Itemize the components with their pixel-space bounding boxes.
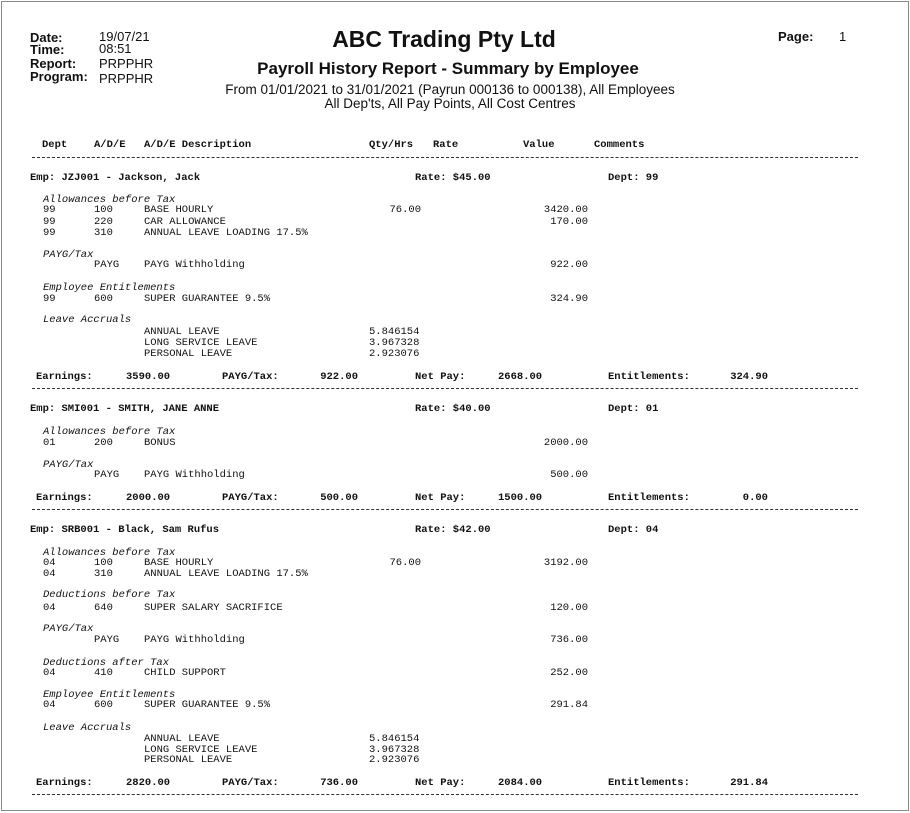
row-description: LONG SERVICE LEAVE	[144, 337, 258, 349]
row-description: PAYG Withholding	[144, 469, 245, 481]
row-dept: 99	[43, 227, 56, 239]
program-label: Program:	[30, 69, 88, 84]
header-divider	[32, 157, 858, 158]
row-value: 2000.00	[543, 437, 588, 449]
row-code: PAYG	[94, 469, 120, 481]
total-payg-label: PAYG/Tax:	[222, 492, 279, 504]
row-value: 3420.00	[543, 204, 588, 216]
employee-heading: Emp: SRB001 - Black, Sam Rufus	[30, 524, 220, 536]
row-qty: 5.846154	[369, 733, 420, 745]
row-description: SUPER GUARANTEE 9.5%	[144, 699, 271, 711]
total-entitlements-label: Entitlements:	[608, 492, 690, 504]
col-qty-hrs: Qty/Hrs	[369, 139, 414, 151]
row-value: 120.00	[550, 602, 588, 614]
total-payg-value: 736.00	[320, 777, 358, 789]
row-value: 324.90	[550, 293, 588, 305]
row-dept: 04	[43, 568, 56, 580]
row-description: SUPER GUARANTEE 9.5%	[144, 293, 271, 305]
section-title: Leave Accruals	[43, 314, 132, 326]
col-value: Value	[523, 139, 555, 151]
row-qty: 76.00	[389, 204, 421, 216]
employee-divider	[32, 794, 858, 795]
row-description: ANNUAL LEAVE LOADING 17.5%	[144, 227, 308, 239]
total-netpay-label: Net Pay:	[415, 371, 466, 383]
row-dept: 01	[43, 437, 56, 449]
total-entitlements-value: 291.84	[730, 777, 768, 789]
report-label: Report:	[30, 56, 77, 71]
row-qty: 2.923076	[369, 754, 420, 766]
row-dept: 04	[43, 699, 56, 711]
report-range-line1: From 01/01/2021 to 31/01/2021 (Payrun 000136 to 000138), All Employees	[225, 82, 675, 97]
total-entitlements-value: 324.90	[730, 371, 768, 383]
row-description: CHILD SUPPORT	[144, 667, 226, 679]
section-title: PAYG/Tax	[43, 249, 94, 261]
total-netpay-label: Net Pay:	[415, 777, 466, 789]
section-title: Leave Accruals	[43, 722, 132, 734]
report-title: Payroll History Report - Summary by Employee	[257, 59, 639, 78]
section-title: Allowances before Tax	[43, 547, 176, 559]
row-description: PERSONAL LEAVE	[144, 754, 233, 766]
total-netpay-label: Net Pay:	[415, 492, 466, 504]
row-description: ANNUAL LEAVE	[144, 733, 220, 745]
row-description: PAYG Withholding	[144, 634, 245, 646]
row-dept: 99	[43, 216, 56, 228]
section-title: PAYG/Tax	[43, 459, 94, 471]
total-earnings-label: Earnings:	[36, 777, 93, 789]
row-description: BASE HOURLY	[144, 204, 214, 216]
row-description: SUPER SALARY SACRIFICE	[144, 602, 283, 614]
row-code: 640	[94, 602, 113, 614]
report-range-line2: All Dep'ts, All Pay Points, All Cost Centres	[324, 96, 576, 111]
row-value: 291.84	[550, 699, 588, 711]
row-value: 500.00	[550, 469, 588, 481]
company-name: ABC Trading Pty Ltd	[332, 26, 556, 52]
total-earnings-value: 2000.00	[126, 492, 171, 504]
total-payg-label: PAYG/Tax:	[222, 371, 279, 383]
row-code: 310	[94, 568, 113, 580]
employee-divider	[32, 388, 858, 389]
row-qty: 3.967328	[369, 337, 420, 349]
row-description: PAYG Withholding	[144, 259, 245, 271]
employee-divider	[32, 509, 858, 510]
employee-heading: Emp: JZJ001 - Jackson, Jack	[30, 172, 201, 184]
total-entitlements-value: 0.00	[742, 492, 768, 504]
section-title: Allowances before Tax	[43, 426, 176, 438]
row-description: PERSONAL LEAVE	[144, 348, 233, 360]
row-value: 252.00	[550, 667, 588, 679]
page-label: Page:	[778, 29, 814, 44]
section-title: Deductions after Tax	[43, 657, 170, 669]
row-code: 100	[94, 204, 113, 216]
row-description: ANNUAL LEAVE LOADING 17.5%	[144, 568, 308, 580]
total-payg-label: PAYG/Tax:	[222, 777, 279, 789]
employee-dept: Dept: 99	[608, 172, 659, 184]
row-description: ANNUAL LEAVE	[144, 326, 220, 338]
row-qty: 5.846154	[369, 326, 420, 338]
row-code: PAYG	[94, 634, 120, 646]
row-value: 170.00	[550, 216, 588, 228]
report-page	[1, 1, 909, 811]
row-code: PAYG	[94, 259, 120, 271]
section-title: Deductions before Tax	[43, 589, 176, 601]
row-code: 100	[94, 557, 113, 569]
program-value: PRPPHR	[99, 71, 154, 86]
col-comments: Comments	[594, 139, 645, 151]
section-title: PAYG/Tax	[43, 623, 94, 635]
employee-dept: Dept: 01	[608, 403, 659, 415]
row-dept: 04	[43, 602, 56, 614]
section-title: Allowances before Tax	[43, 194, 176, 206]
section-title: Employee Entitlements	[43, 689, 176, 701]
report-value: PRPPHR	[99, 56, 154, 71]
time-value: 08:51	[99, 41, 132, 56]
row-description: CAR ALLOWANCE	[144, 216, 226, 228]
col-rate: Rate	[433, 139, 459, 151]
total-earnings-value: 3590.00	[126, 371, 171, 383]
date-value: 19/07/21	[99, 29, 150, 44]
col-ade-description: A/D/E Description	[144, 139, 252, 151]
row-value: 3192.00	[543, 557, 588, 569]
total-netpay-value: 1500.00	[498, 492, 543, 504]
total-payg-value: 922.00	[320, 371, 358, 383]
employee-heading: Emp: SMI001 - SMITH, JANE ANNE	[30, 403, 220, 415]
total-earnings-value: 2820.00	[126, 777, 171, 789]
total-earnings-label: Earnings:	[36, 371, 93, 383]
row-description: BONUS	[144, 437, 176, 449]
row-qty: 2.923076	[369, 348, 420, 360]
row-code: 600	[94, 293, 113, 305]
time-label: Time:	[30, 42, 65, 57]
total-netpay-value: 2668.00	[498, 371, 543, 383]
row-code: 220	[94, 216, 113, 228]
total-netpay-value: 2084.00	[498, 777, 543, 789]
total-earnings-label: Earnings:	[36, 492, 93, 504]
section-title: Employee Entitlements	[43, 282, 176, 294]
row-code: 310	[94, 227, 113, 239]
row-code: 410	[94, 667, 113, 679]
date-label: Date:	[30, 30, 63, 45]
row-qty: 76.00	[389, 557, 421, 569]
row-qty: 3.967328	[369, 744, 420, 756]
row-description: LONG SERVICE LEAVE	[144, 744, 258, 756]
row-dept: 04	[43, 557, 56, 569]
row-dept: 99	[43, 293, 56, 305]
employee-rate: Rate: $42.00	[415, 524, 491, 536]
row-description: BASE HOURLY	[144, 557, 214, 569]
row-value: 736.00	[550, 634, 588, 646]
total-entitlements-label: Entitlements:	[608, 777, 690, 789]
col-ade: A/D/E	[94, 139, 126, 151]
col-dept: Dept	[42, 139, 68, 151]
row-code: 600	[94, 699, 113, 711]
row-value: 922.00	[550, 259, 588, 271]
total-entitlements-label: Entitlements:	[608, 371, 690, 383]
row-dept: 99	[43, 204, 56, 216]
page-number: 1	[839, 29, 847, 44]
row-code: 200	[94, 437, 113, 449]
employee-rate: Rate: $40.00	[415, 403, 491, 415]
employee-rate: Rate: $45.00	[415, 172, 491, 184]
row-dept: 04	[43, 667, 56, 679]
total-payg-value: 500.00	[320, 492, 358, 504]
employee-dept: Dept: 04	[608, 524, 659, 536]
